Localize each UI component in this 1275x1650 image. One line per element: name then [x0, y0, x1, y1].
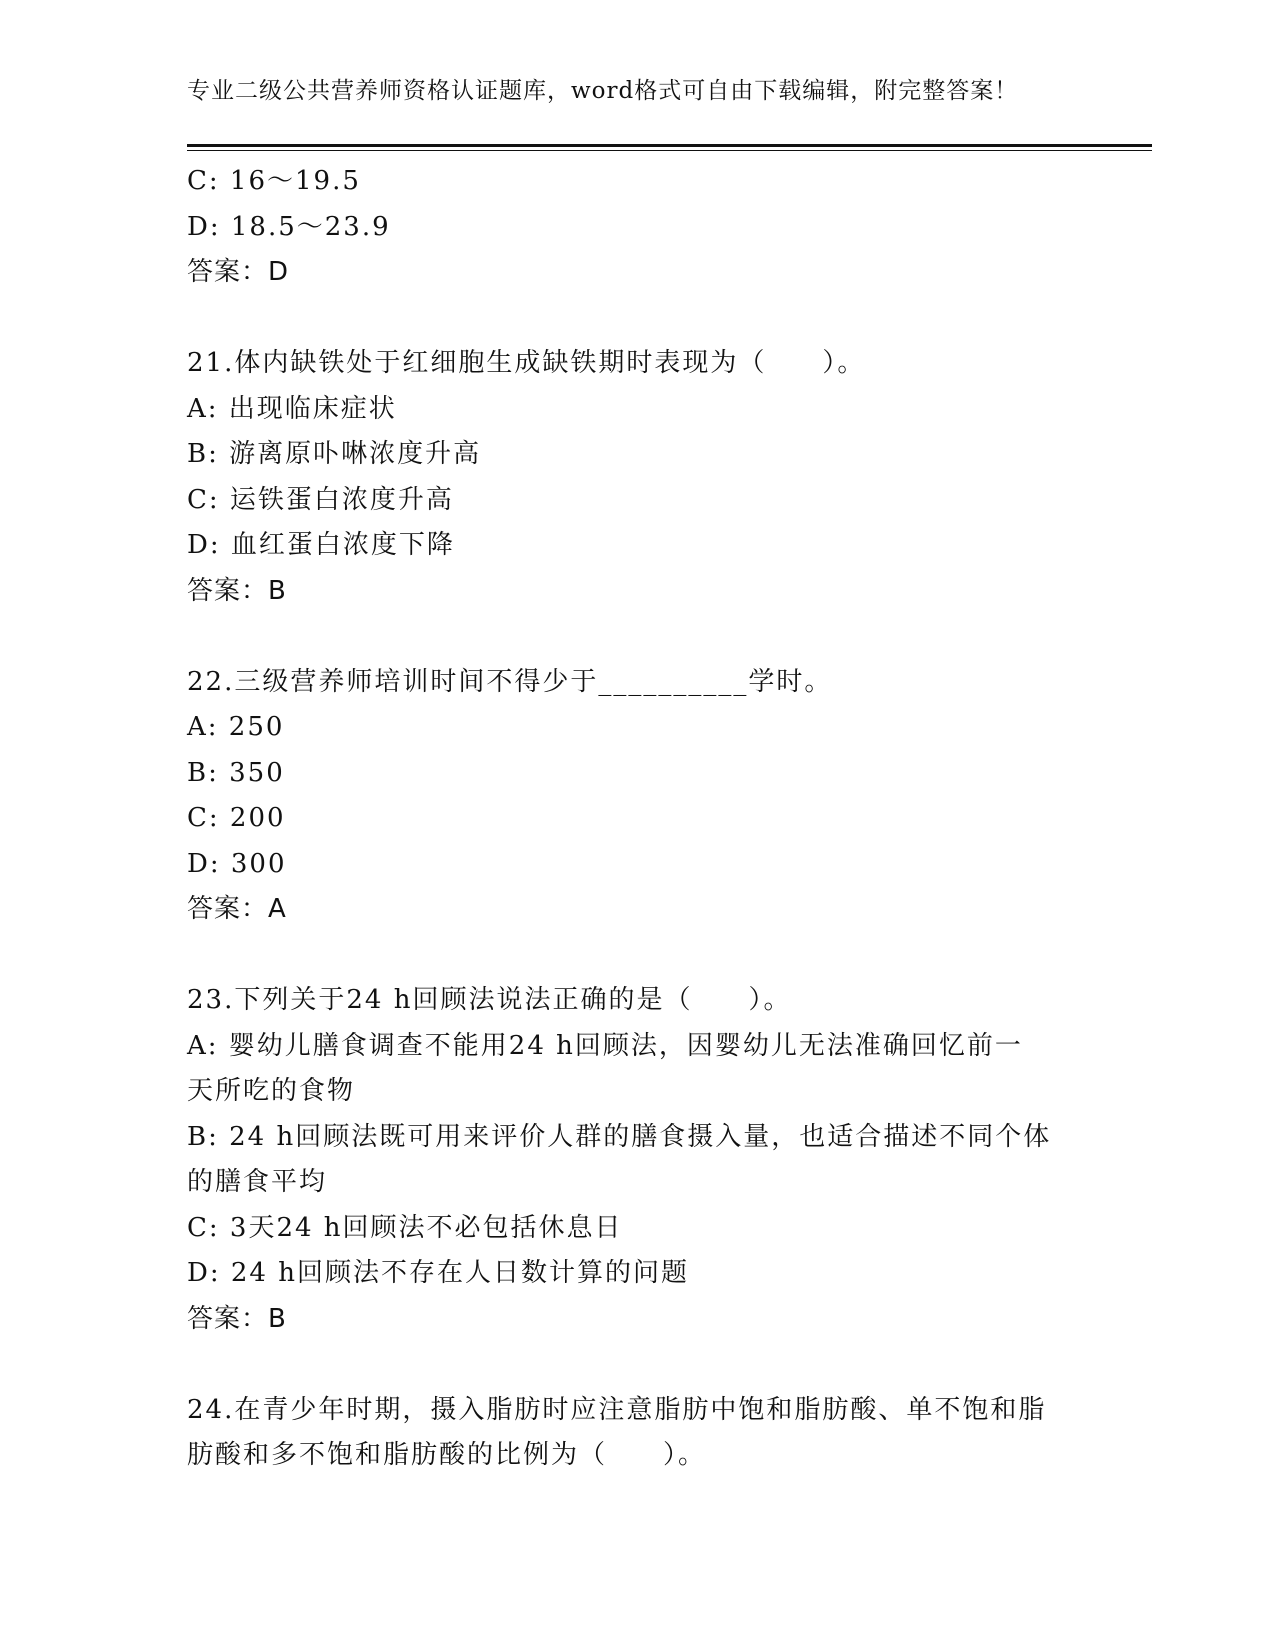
q21-option-c: C: 运铁蛋白浓度升高 — [187, 484, 454, 515]
q23-option-c: C: 3天24 h回顾法不必包括休息日 — [187, 1212, 623, 1243]
q22-answer: 答案：A — [187, 894, 287, 924]
answer: 答案：D — [187, 257, 290, 287]
page-header: 专业二级公共营养师资格认证题库，word格式可自由下载编辑，附完整答案！ — [187, 78, 1019, 104]
option-c: C: 16～19.5 — [187, 166, 361, 196]
q22-option-c: C: 200 — [187, 803, 286, 833]
q23-answer: 答案：B — [187, 1303, 287, 1334]
question-stem-24-line2: 肪酸和多不饱和脂肪酸的比例为（ ）。 — [187, 1440, 707, 1470]
q21-option-d: D: 血红蛋白浓度下降 — [187, 530, 455, 560]
spacer — [187, 933, 1087, 979]
question-content — [187, 159, 1087, 1479]
spacer — [187, 296, 1087, 342]
q21-option-a: A: 出现临床症状 — [187, 393, 397, 424]
header-rule-thick — [187, 144, 1152, 147]
question-stem-23: 23.下列关于24 h回顾法说法正确的是（ ）。 — [187, 985, 792, 1015]
q23-option-a-line2: 天所吃的食物 — [187, 1076, 356, 1106]
header-rule-thin — [187, 150, 1152, 151]
q21-option-b: B: 游离原卟啉浓度升高 — [187, 439, 482, 469]
q22-option-b: B: 350 — [187, 757, 285, 788]
question-stem-24-line1: 24.在青少年时期，摄入脂肪时应注意脂肪中饱和脂肪酸、单不饱和脂 — [187, 1394, 1047, 1425]
spacer — [187, 614, 1087, 660]
q21-answer: 答案：B — [187, 575, 287, 606]
spacer — [187, 1342, 1087, 1388]
question-stem-22: 22.三级营养师培训时间不得少于__________学时。 — [187, 666, 833, 697]
q23-option-d: D: 24 h回顾法不存在人日数计算的问题 — [187, 1258, 689, 1288]
q22-option-a: A: 250 — [187, 712, 285, 742]
q23-option-b-line1: B: 24 h回顾法既可用来评价人群的膳食摄入量，也适合描述不同个体 — [187, 1121, 1052, 1152]
option-d: D: 18.5～23.9 — [187, 211, 391, 242]
q23-option-a-line1: A: 婴幼儿膳食调查不能用24 h回顾法，因婴幼儿无法准确回忆前一 — [187, 1030, 1023, 1061]
q23-option-b-line2: 的膳食平均 — [187, 1167, 328, 1197]
q22-option-d: D: 300 — [187, 848, 287, 879]
question-stem-21: 21.体内缺铁处于红细胞生成缺铁期时表现为（ ）。 — [187, 348, 866, 378]
